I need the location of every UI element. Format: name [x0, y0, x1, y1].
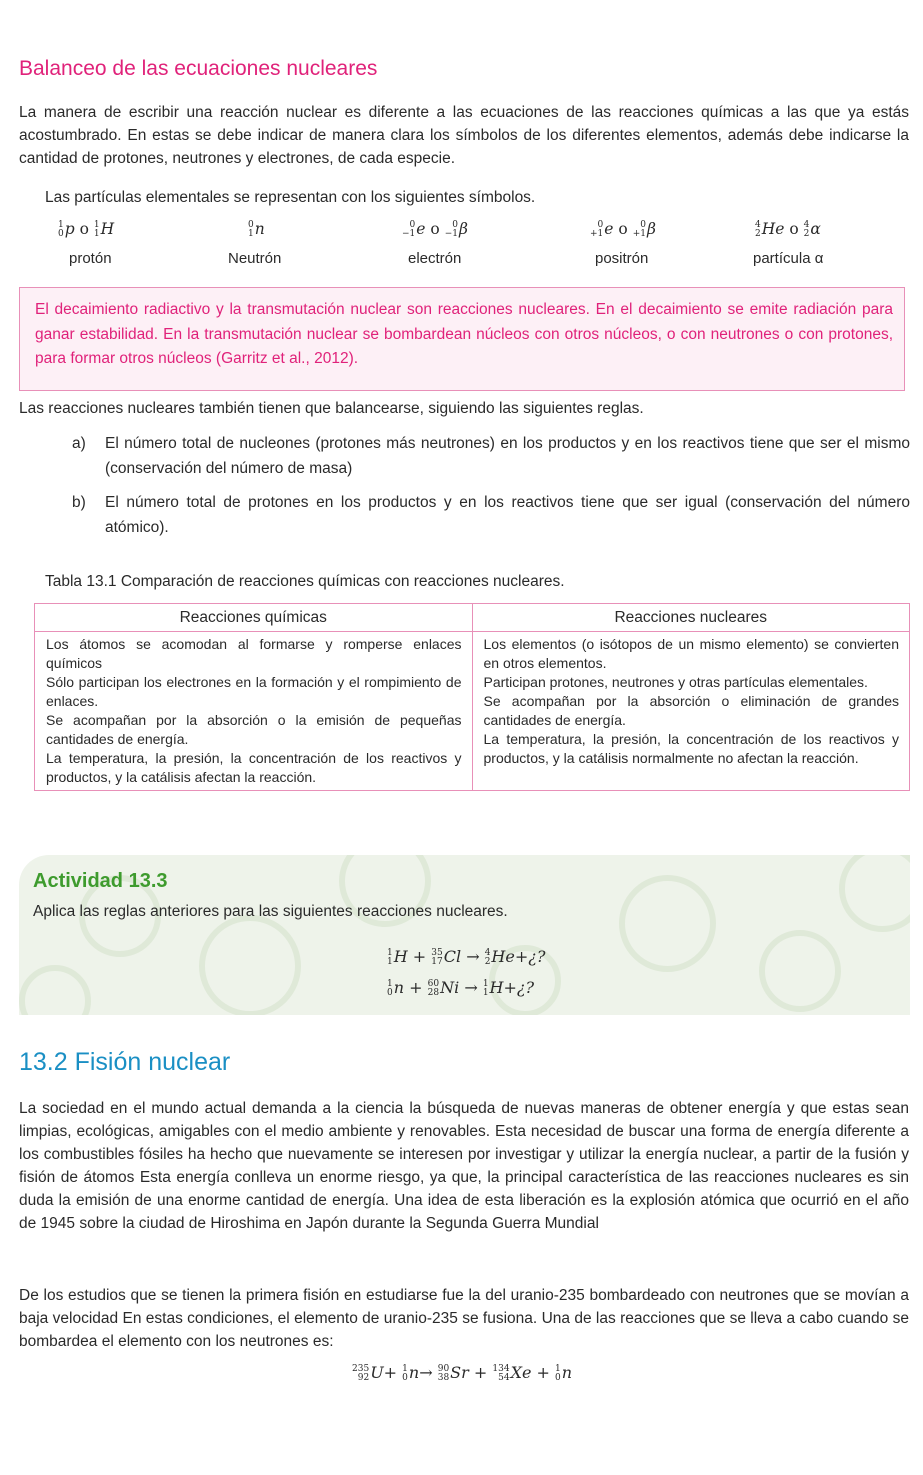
fission-paragraph-1: La sociedad en el mundo actual demanda a la ciencia la búsqueda de nuevas maneras de obtener energía y que estas sean limpias, ecológicas, amigables con el medio ambiente y renovables. Esta necesidad de buscar una forma de energía diferente a los combustibles fósiles ha hecho que nuevamente se interesen por investigar y utilizar la energía nuclear, a partir de la fusión y fisión de átomos Esta energía conlleva un enorme riesgo, ya que, la principal característica de las reacciones nucleares es sin duda la emisión de una enorme cantidad de energía. Una idea de esta liberación es la explosión atómica que ocurrió en el año de 1945 sobre la ciudad de Hiroshima en Japón durante la Segunda Guerra Mundial — [19, 1100, 909, 1232]
background-circle — [759, 930, 841, 1012]
proton-symbol: 1 0 p o 1 1 H — [58, 220, 115, 239]
background-circle — [839, 855, 910, 932]
nuclear-cell: Los elementos (o isótopos de un mismo elemento) se convierten en otros elementos. Participan protones, neutrones y otras partículas elementales. Se acompañan por la absorción o eliminación de grandes cantidades de energía. La temperatura, la presión, la concentración de los reactivos y productos, y la catálisis normalmente no afectan la reacción. — [472, 632, 910, 791]
table-caption: Tabla 13.1 Comparación de reacciones químicas con reacciones nucleares. — [45, 573, 565, 590]
intro-paragraph: La manera de escribir una reacción nuclear es diferente a las ecuaciones de las reacciones químicas a las que ya estás acostumbrado. En estas se debe indicar de manera clara los símbolos de los diferentes elementos, además debe indicarse la cantidad de protones, neutrones y electrones, de cada especie. — [19, 104, 909, 167]
alpha-label: partícula α — [753, 250, 824, 267]
comparison-table — [34, 603, 910, 791]
particles-lead: Las partículas elementales se representan con los siguientes símbolos. — [45, 189, 536, 206]
activity-box — [19, 855, 910, 1015]
rule-b: b) El número total de protones en los productos y en los reactivos tiene que ser igual (conservación del número atómico). — [72, 494, 910, 536]
alpha-symbol: 4 2 He o 4 2 α — [755, 220, 821, 239]
table-header-row — [35, 604, 910, 632]
activity-equation-1: 1 1 H + 35 17 Cl → 4 2 He+¿? — [387, 947, 546, 967]
highlight-box — [19, 287, 905, 391]
electron-label: electrón — [408, 250, 462, 267]
neutron-label: Neutrón — [228, 250, 282, 267]
header-chemical: Reacciones químicas — [35, 604, 473, 632]
neutron-symbol: 0 1 n — [248, 220, 265, 239]
activity-equation-2: 1 0 n + 60 28 Ni → 1 1 H+¿? — [387, 978, 535, 998]
background-circle — [199, 915, 301, 1015]
section-2-title: 13.2 Fisión nuclear — [19, 1048, 231, 1076]
fission-equation: 235 92 U+ 1 0 n→ 90 38 Sr + 134 54 Xe + 1 0 n — [352, 1363, 573, 1383]
chemical-cell: Los átomos se acomodan al formarse y romperse enlaces químicos Sólo participan los electrones en la formación y el rompimiento de enlaces. Se acompañan por la absorción o la emisión de pequeñas cantidades de energía. La temperatura, la presión, la concentración de los reactivos y productos, y la catálisis afectan la reacción. — [35, 632, 473, 791]
background-circle — [19, 965, 91, 1015]
positron-label: positrón — [595, 250, 649, 267]
activity-title: Actividad 13.3 — [33, 870, 168, 892]
fission-paragraph-2: De los estudios que se tienen la primera fisión en estudiarse fue la del uranio-235 bombardeado con neutrones que se movían a baja velocidad En estas condiciones, el elemento de uranio-235 se fusiona. Una de las reacciones que se lleva a cabo cuando se bombardea el elemento con los neutrones es: — [19, 1287, 909, 1350]
highlight-text: El decaimiento radiactivo y la transmutación nuclear son reacciones nucleares. En el decaimiento se emite radiación para ganar estabilidad. En la transmutación nuclear se bombardean núcleos con otros núcleos, o con neutrones o con protones, para formar otros núcleos (Garritz et al., 2012). — [35, 301, 893, 367]
positron-symbol: 0 +1 e o 0 +1 β — [590, 220, 656, 239]
rules-intro: Las reacciones nucleares también tienen que balancearse, siguiendo las siguientes reglas. — [19, 400, 644, 417]
electron-symbol: 0 −1 e o 0 −1 β — [402, 220, 468, 239]
activity-instruction: Aplica las reglas anteriores para las siguientes reacciones nucleares. — [33, 903, 508, 920]
rule-a: a) El número total de nucleones (protones más neutrones) en los productos y en los reactivos tiene que ser el mismo (conservación del número de masa) — [72, 435, 910, 477]
header-nuclear: Reacciones nucleares — [472, 604, 910, 632]
table-row — [35, 632, 910, 791]
background-circle — [619, 875, 716, 972]
section-title: Balanceo de las ecuaciones nucleares — [19, 57, 378, 80]
proton-label: protón — [69, 250, 112, 267]
